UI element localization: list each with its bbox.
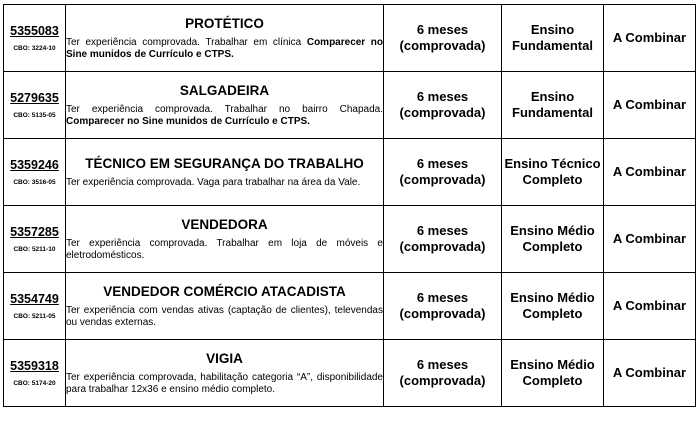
job-code: 5279635 [10, 90, 59, 105]
table-row [4, 5, 696, 72]
description-cell [66, 340, 384, 407]
experience-duration: 6 meses [416, 89, 469, 104]
description-text: Ter experiência com vendas ativas (captação de clientes), televendas ou vendas externas. [66, 305, 383, 328]
job-title: VENDEDORA [181, 217, 268, 232]
education-detail: Completo [522, 306, 583, 321]
job-description [66, 372, 383, 396]
education-level: Ensino [530, 89, 575, 104]
salary-value: A Combinar [612, 164, 687, 179]
code-cell [4, 340, 66, 407]
description-text: Ter experiência comprovada. Vaga para trabalhar na área da Vale. [66, 177, 361, 188]
job-code: 5357285 [10, 224, 59, 239]
salary-value: A Combinar [612, 298, 687, 313]
salary-value: A Combinar [612, 231, 687, 246]
code-cell [4, 72, 66, 139]
education-cell [502, 273, 604, 340]
code-cell [4, 5, 66, 72]
experience-cell [384, 5, 502, 72]
experience-qualifier: (comprovada) [399, 38, 486, 53]
cbo-code: CBO: 5211-05 [13, 312, 56, 320]
salary-cell [604, 340, 696, 407]
job-title: VIGIA [206, 351, 243, 366]
job-code: 5359246 [10, 157, 59, 172]
education-detail: Fundamental [512, 105, 593, 120]
salary-value: A Combinar [612, 30, 687, 45]
experience-duration: 6 meses [416, 290, 469, 305]
education-level: Ensino Médio [510, 357, 595, 372]
salary-value: A Combinar [612, 365, 687, 380]
job-description [66, 238, 383, 262]
cbo-code: CBO: 5211-10 [13, 245, 56, 253]
table-row [4, 72, 696, 139]
education-detail: Completo [522, 373, 583, 388]
job-code: 5355083 [10, 23, 59, 38]
description-cell [66, 72, 384, 139]
description-text: Ter experiência comprovada. Trabalhar em clínica [66, 37, 302, 48]
job-description [66, 177, 383, 189]
education-cell [502, 139, 604, 206]
experience-cell [384, 340, 502, 407]
job-listings-table [3, 4, 696, 407]
experience-duration: 6 meses [416, 156, 469, 171]
description-cell [66, 273, 384, 340]
job-title: VENDEDOR COMÉRCIO ATACADISTA [103, 284, 346, 299]
experience-cell [384, 273, 502, 340]
salary-cell [604, 72, 696, 139]
education-level: Ensino Médio [510, 223, 595, 238]
salary-cell [604, 139, 696, 206]
code-cell [4, 139, 66, 206]
description-cell [66, 5, 384, 72]
education-cell [502, 206, 604, 273]
experience-qualifier: (comprovada) [399, 105, 486, 120]
education-detail: Fundamental [512, 38, 593, 53]
job-description [66, 104, 383, 128]
table-row [4, 139, 696, 206]
table-row [4, 340, 696, 407]
education-level: Ensino Técnico [504, 156, 601, 171]
experience-qualifier: (comprovada) [399, 172, 486, 187]
education-level: Ensino [530, 22, 575, 37]
job-description [66, 305, 383, 329]
job-title: PROTÉTICO [185, 16, 264, 31]
experience-duration: 6 meses [416, 22, 469, 37]
table-row [4, 273, 696, 340]
experience-cell [384, 139, 502, 206]
experience-cell [384, 206, 502, 273]
cbo-code: CBO: 3516-05 [13, 178, 56, 186]
job-description [66, 37, 383, 61]
job-code: 5359318 [10, 358, 59, 373]
description-text: Ter experiência comprovada, habilitação categoria “A”, disponibilidade para trabalhar 12x36 e ensino médio completo. [66, 372, 383, 395]
salary-cell [604, 5, 696, 72]
code-cell [4, 273, 66, 340]
salary-cell [604, 206, 696, 273]
experience-duration: 6 meses [416, 223, 469, 238]
salary-value: A Combinar [612, 97, 687, 112]
experience-qualifier: (comprovada) [399, 239, 486, 254]
experience-cell [384, 72, 502, 139]
description-text: Ter experiência comprovada. Trabalhar em loja de móveis e eletrodomésticos. [66, 238, 383, 261]
education-cell [502, 340, 604, 407]
education-detail: Completo [522, 172, 583, 187]
job-title: SALGADEIRA [179, 83, 270, 98]
job-title: TÉCNICO EM SEGURANÇA DO TRABALHO [85, 156, 364, 171]
job-code: 5354749 [10, 291, 59, 306]
education-cell [502, 5, 604, 72]
education-cell [502, 72, 604, 139]
application-note: Comparecer no Sine munidos de Currículo e CTPS. [66, 37, 384, 60]
description-cell [66, 139, 384, 206]
cbo-code: CBO: 3224-10 [13, 44, 56, 52]
job-rows [4, 5, 696, 407]
cbo-code: CBO: 5174-20 [13, 379, 56, 387]
salary-cell [604, 273, 696, 340]
application-note: Comparecer no Sine munidos de Currículo e CTPS. [66, 116, 310, 127]
description-cell [66, 206, 384, 273]
education-level: Ensino Médio [510, 290, 595, 305]
description-text: Ter experiência comprovada. Trabalhar no bairro Chapada. [66, 104, 383, 115]
code-cell [4, 206, 66, 273]
cbo-code: CBO: 5135-05 [13, 111, 56, 119]
education-detail: Completo [522, 239, 583, 254]
table-row [4, 206, 696, 273]
experience-qualifier: (comprovada) [399, 306, 486, 321]
experience-duration: 6 meses [416, 357, 469, 372]
experience-qualifier: (comprovada) [399, 373, 486, 388]
